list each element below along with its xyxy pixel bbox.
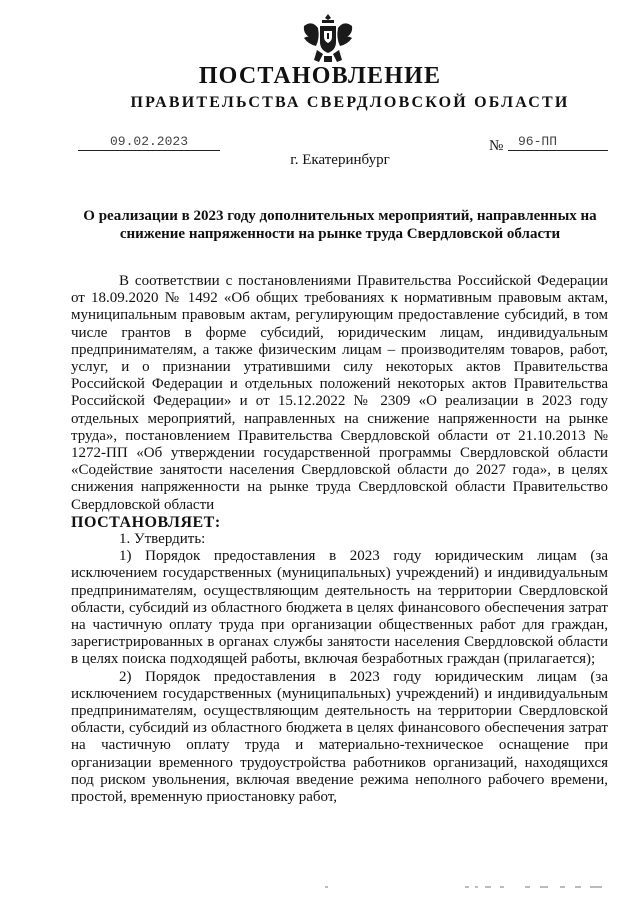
- coat-of-arms-emblem: [300, 12, 356, 66]
- resolves-heading: ПОСТАНОВЛЯЕТ:: [71, 513, 221, 531]
- scan-artifact-mark: [325, 885, 615, 889]
- document-heading: О реализации в 2023 году дополнительных мероприятий, направленных на снижение напряженности на рынке труда Свердловской области: [83, 208, 597, 242]
- item-1: 1. Утвердить:: [119, 531, 206, 548]
- city: г. Екатеринбург: [290, 152, 390, 168]
- item-1-2: 2) Порядок предоставления в 2023 году юридическим лицам (за исключением государственных (муниципальных) учреждений) и индивидуальным предпринимателям, осуществляющим деятельность на территории Свердловской области, субсидий из областного бюджета в целях финансового обеспечения затрат на частичную оплату труда и материально-техническое оснащение при организации временного трудоустройства работников организаций, находящихся под риском увольнения, включая введение режима неполного рабочего времени, простой, временную приостановку работ,: [71, 668, 608, 806]
- document-body: [71, 273, 608, 806]
- item-1-1: 1) Порядок предоставления в 2023 году юридическим лицам (за исключением государственных (муниципальных) учреждений) и индивидуальным предпринимателям, осуществляющим деятельность на территории Свердловской области, субсидий из областного бюджета в целях финансового обеспечения затрат на частичную оплату труда при организации общественных работ для граждан, зарегистрированных в органах службы занятости населения Свердловской области в целях поиска подходящей работы, включая безработных граждан (прилагается);: [71, 548, 608, 668]
- document-title: ПОСТАНОВЛЕНИЕ: [198, 63, 442, 89]
- document-date: 09.02.2023: [78, 134, 220, 151]
- preamble-paragraph: В соответствии с постановлениями Правительства Российской Федерации от 18.09.2020 № 1492 «Об общих требованиях к нормативным правовым актам, муниципальным правовым актам, регулирующим предоставление субсидий, в том числе грантов в форме субсидий, юридическим лицам, индивидуальным предпринимателям, а также физическим лицам – производителям товаров, работ, услуг, и о признании утратившими силу некоторых актов Правительства Российской Федерации и отдельных положений некоторых актов Правительства Российской Федерации» и от 15.12.2022 № 2309 «О реализации в 2023 году отдельных мероприятий, направленных на снижение напряженности на рынке труда», постановлением Правительства Свердловской области от 21.10.2013 № 1272-ПП «Об утверждении государственной программы Свердловской области «Содействие занятости населения Свердловской области до 2027 года», в целях снижения напряженности на рынке труда Свердловской области Правительство Свердловской области: [71, 273, 608, 513]
- issuing-authority: ПРАВИТЕЛЬСТВА СВЕРДЛОВСКОЙ ОБЛАСТИ: [130, 94, 570, 111]
- document-number: 96-ПП: [508, 134, 608, 151]
- number-sign: №: [489, 138, 504, 154]
